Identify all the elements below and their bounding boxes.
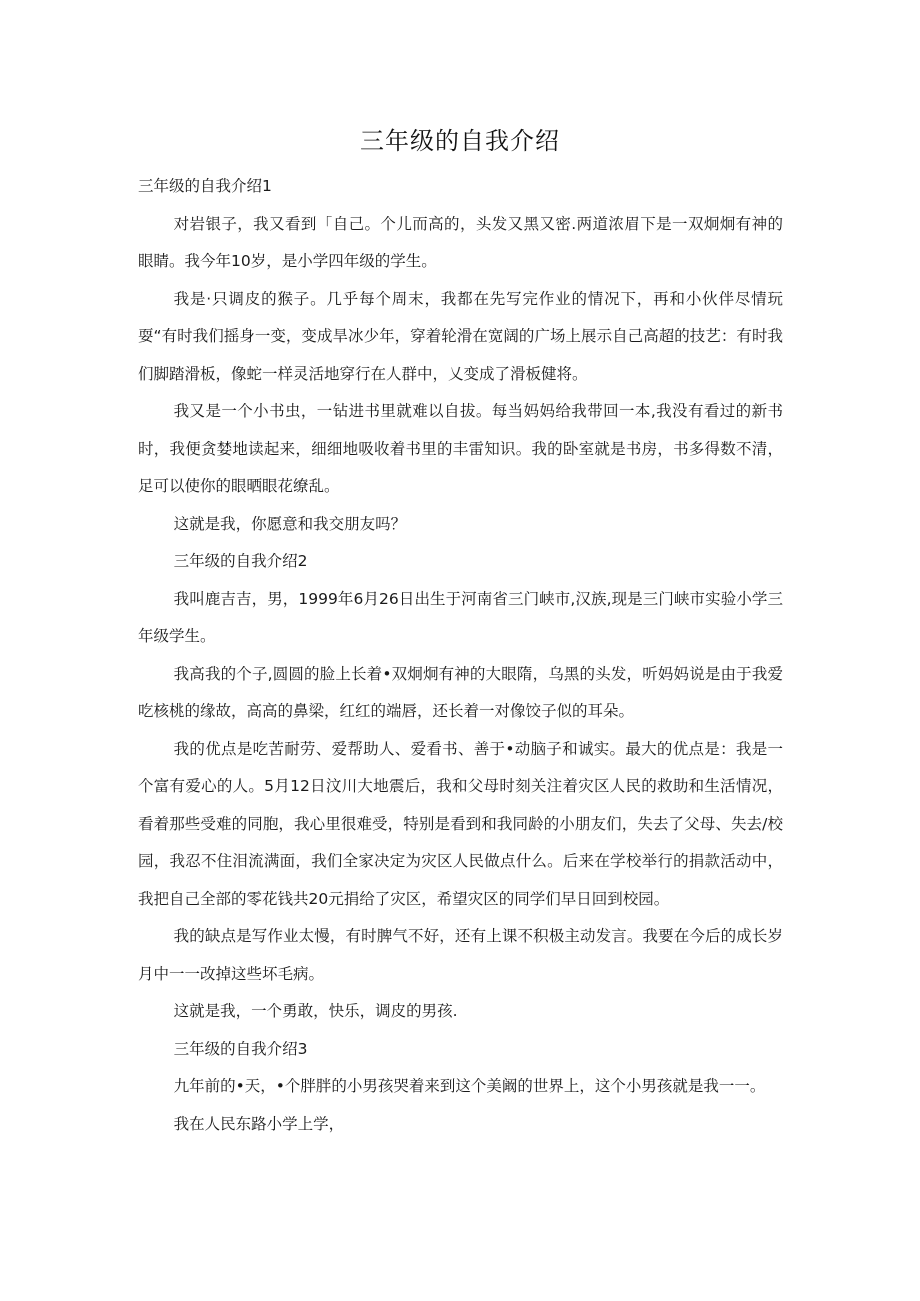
paragraph: 我的优点是吃苦耐劳、爱帮助人、爱看书、善于•动脑子和诚实。最大的优点是：我是一个富有爱心的人。5月12日汶川大地震后，我和父母时刻关注着灾区人民的救助和生活情况，看着那些受难的同胞，我心里很难受，特别是看到和我同龄的小朋友们，失去了父母、失去/校园，我忍不住泪流满面，我们全家决定为灾区人民做点什么。后来在学校举行的捐款活动中，我把自己全部的零花钱共20元捐给了灾区，希望灾区的同学们早日回到校园。 [138, 739, 783, 908]
section-heading-1: 三年级的自我介绍1 [138, 177, 272, 195]
section-heading-3: 三年级的自我介绍3 [173, 1039, 308, 1058]
paragraph: 这就是我，你愿意和我交朋友吗？ [173, 514, 407, 533]
paragraph: 我的缺点是写作业太慢，有时脾气不好，还有上课不积极主动发言。我要在今后的成长岁月中一一改掉这些坏毛病。 [138, 927, 783, 983]
paragraph: 我叫鹿吉吉，男，1999年6月26日出生于河南省三门峡市,汉族,现是三门峡市实验小学三年级学生。 [138, 589, 783, 645]
paragraph: 我又是一个小书虫，一钻进书里就难以自拔。每当妈妈给我带回一本,我没有看过的新书时，我便贪婪地读起来，细细地吸收着书里的丰雷知识。我的卧室就是书房，书多得数不清，足可以使你的眼晒眼花缭乱。 [138, 402, 783, 495]
document-title: 三年级的自我介绍 [360, 127, 560, 155]
paragraph: 这就是我，一个勇敢，快乐，调皮的男孩. [173, 1002, 458, 1020]
paragraph: 我是·只调皮的猴子。几乎每个周末，我都在先写完作业的情况下，再和小伙伴尽情玩耍“有时我们摇身一变，变成旱冰少年，穿着轮滑在宽阔的广场上展示自己高超的技艺：有时我们脚踏滑板，像蛇一样灵活地穿行在人群中，乂变成了滑板健将。 [138, 289, 783, 383]
section-heading-2: 三年级的自我介绍2 [173, 552, 308, 570]
paragraph: 对岩银子，我又看到「自己。个儿而高的，头发又黑又密.两道浓眉下是一双炯炯有神的眼睛。我今年10岁，是小学四年级的学生。 [138, 214, 783, 270]
paragraph: 九年前的•天，•个胖胖的小男孩哭着来到这个美阚的世界上，这个小男孩就是我一一。 [173, 1077, 766, 1095]
document-body [138, 168, 783, 1143]
paragraph: 我高我的个子,圆圆的脸上长着•双炯炯有神的大眼隋，乌黑的头发，听妈妈说是由于我爱吃核桃的缘故，高高的鼻梁，红红的端唇，还长着一对像饺子似的耳朵。 [138, 664, 783, 720]
paragraph: 我在人民东路小学上学， [173, 1114, 345, 1133]
